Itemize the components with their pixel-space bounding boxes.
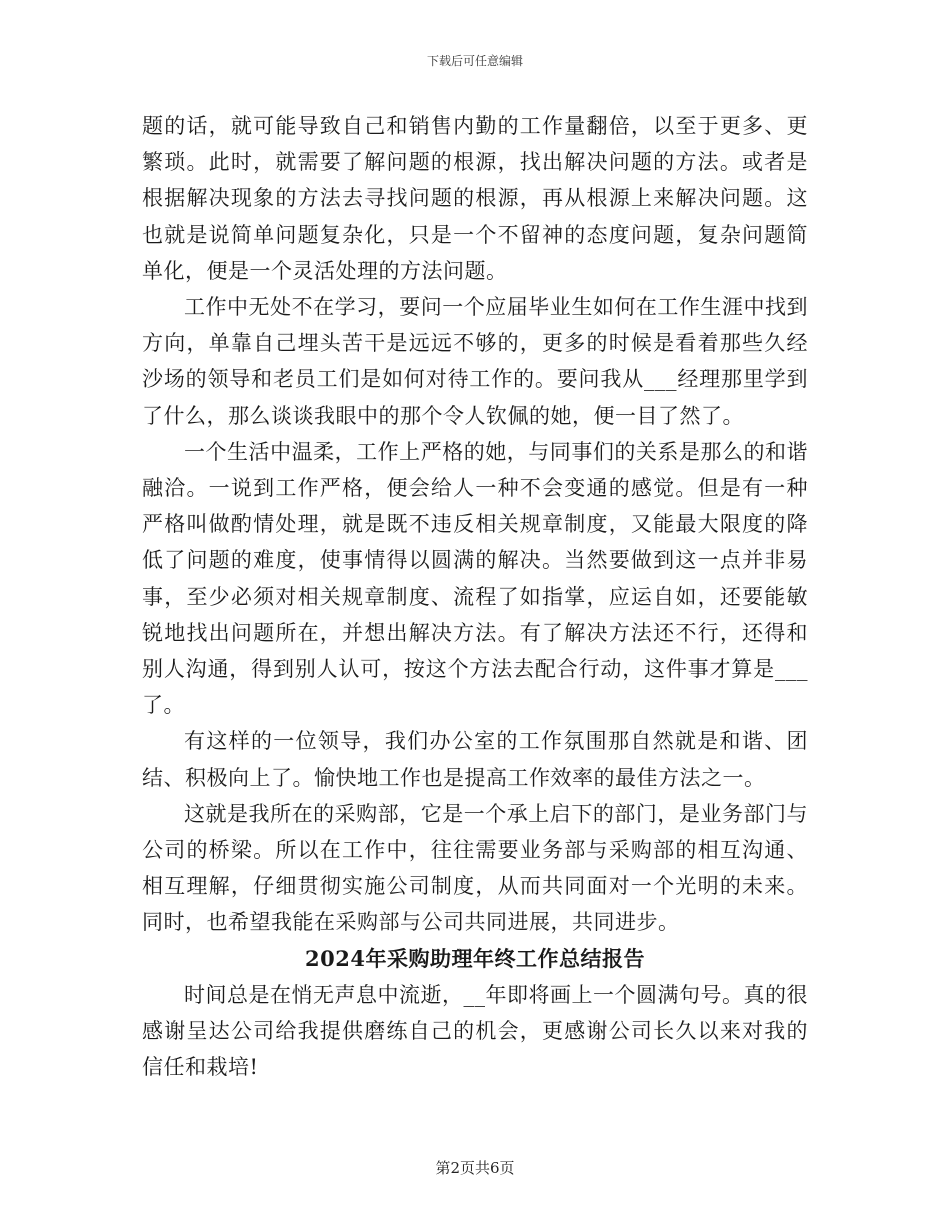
paragraph-continued: 题的话，就可能导致自己和销售内勤的工作量翻倍，以至于更多、更繁琐。此时，就需要了解问题的根源，找出解决问题的方法。或者是根据解决现象的方法去寻找问题的根源，再从根源上来解决问题。这也就是说简单问题复杂化，只是一个不留神的态度问题，复杂问题简单化，便是一个灵活处理的方法问题。 — [142, 114, 808, 283]
paragraph-purchasing-dept: 这就是我所在的采购部，它是一个承上启下的部门，是业务部门与公司的桥梁。所以在工作中，往往需要业务部与采购部的相互沟通、相互理解，仔细贯彻实施公司制度，从而共同面对一个光明的未来。同时，也希望我能在采购部与公司共同进展，共同进步。 — [142, 801, 808, 935]
page-number: 第2页共6页 — [435, 1159, 515, 1177]
paragraph-learning: 工作中无处不在学习，要问一个应届毕业生如何在工作生涯中找到方向，单靠自己埋头苦干是远远不够的，更多的时候是看着那些久经沙场的领导和老员工们是如何对待工作的。要问我从___经理那里学到了什么，那么谈谈我眼中的那个令人钦佩的她，便一目了然了。 — [142, 295, 808, 428]
paragraph-office-atmosphere: 有这样的一位领导，我们办公室的工作氛围那自然就是和谐、团结、积极向上了。愉快地工作也是提高工作效率的最佳方法之一。 — [142, 729, 808, 790]
document-body — [142, 108, 808, 1085]
paragraph-report-intro: 时间总是在悄无声息中流逝，__年即将画上一个圆满句号。真的很感谢呈达公司给我提供磨练自己的机会，更感谢公司长久以来对我的信任和栽培! — [142, 982, 808, 1080]
paragraph-manager: 一个生活中温柔，工作上严格的她，与同事们的关系是那么的和谐融洽。一说到工作严格，便会给人一种不会变通的感觉。但是有一种严格叫做酌情处理，就是既不违反相关规章制度，又能最大限度的降低了问题的难度，使事情得以圆满的解决。当然要做到这一点并非易事，至少必须对相关规章制度、流程了如指掌，应运自如，还要能敏锐地找出问题所在，并想出解决方法。有了解决方法还不行，还得和别人沟通，得到别人认可，按这个方法去配合行动，这件事才算是___了。 — [142, 439, 808, 718]
header-note: 下载后可任意编辑 — [426, 54, 523, 68]
section-title: 2024年采购助理年终工作总结报告 — [305, 945, 645, 971]
